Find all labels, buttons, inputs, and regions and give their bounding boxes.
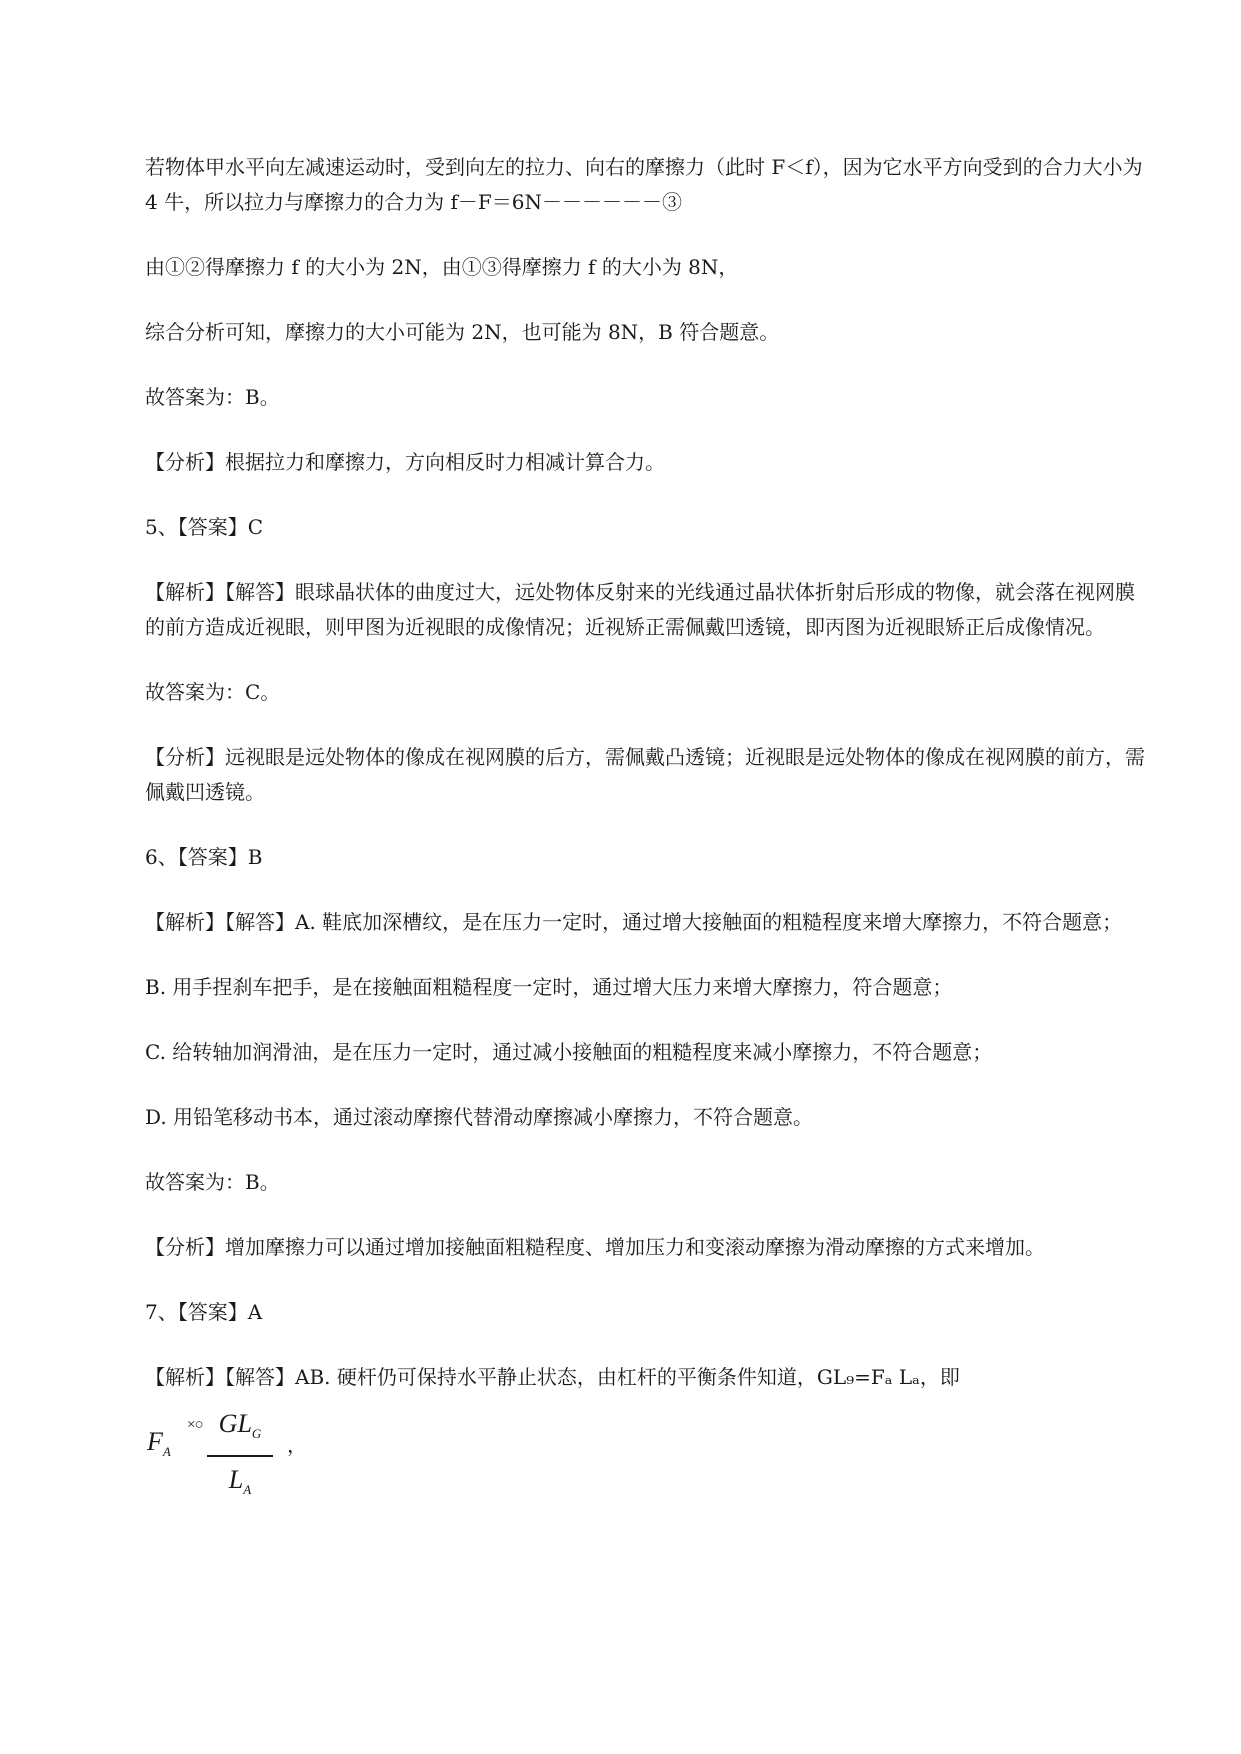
question-5-answer: 5、【答案】C	[145, 515, 264, 539]
formula-trailing-comma: ，	[287, 1435, 307, 1457]
answer-page	[145, 150, 1145, 1505]
analysis-6: 【分析】增加摩擦力可以通过增加接触面粗糙程度、增加压力和变滚动摩擦为滑动摩擦的方式来增加。	[145, 1235, 1045, 1259]
fraction-bar	[207, 1455, 273, 1457]
formula-fraction	[207, 1405, 273, 1509]
question-6-option-d: D. 用铅笔移动书本，通过滚动摩擦代替滑动摩擦减小摩擦力，不符合题意。	[145, 1105, 814, 1129]
question-6-answer: 6、【答案】B	[145, 845, 263, 869]
answer-line-4: 故答案为：B。	[145, 385, 280, 409]
paragraph-friction-conclusion: 综合分析可知，摩擦力的大小可能为 2N，也可能为 8N，B 符合题意。	[145, 320, 780, 344]
question-6-option-a: 【解析】【解答】A. 鞋底加深槽纹，是在压力一定时，通过增大接触面的粗糙程度来增大摩擦力，不符合题意；	[145, 910, 1123, 934]
formula-denominator: $L_A$	[228, 1465, 252, 1498]
analysis-4: 【分析】根据拉力和摩擦力，方向相反时力相减计算合力。	[145, 450, 665, 474]
question-7-explanation: 【解析】【解答】AB. 硬杆仍可保持水平静止状态，由杠杆的平衡条件知道，GL₉=Fₐ Lₐ，即	[145, 1365, 960, 1389]
formula-numerator: $GL_G$	[218, 1409, 262, 1442]
question-6-option-b: B. 用手捏刹车把手，是在接触面粗糙程度一定时，通过增大压力来增大摩擦力，符合题意；	[145, 975, 953, 999]
lever-balance-formula	[145, 1405, 1145, 1505]
formula-lhs: $F_A$	[147, 1427, 171, 1460]
question-7-answer: 7、【答案】A	[145, 1300, 263, 1324]
question-6-option-c: C. 给转轴加润滑油，是在压力一定时，通过减小接触面的粗糙程度来减小摩擦力，不符合题意；	[145, 1040, 993, 1064]
paragraph-friction-results: 由①②得摩擦力 f 的大小为 2N，由①③得摩擦力 f 的大小为 8N，	[145, 255, 739, 279]
analysis-5: 【分析】远视眼是远处物体的像成在视网膜的后方，需佩戴凸透镜；近视眼是远处物体的像成在视网膜的前方，需佩戴凹透镜。	[145, 745, 1145, 804]
answer-line-5: 故答案为：C。	[145, 680, 281, 704]
paragraph-friction-leftward-case: 若物体甲水平向左减速运动时，受到向左的拉力、向右的摩擦力（此时 F＜f），因为它水平方向受到的合力大小为 4 牛，所以拉力与摩擦力的合力为 f－F＝6N－－－－－－③	[145, 155, 1143, 214]
formula-relation-symbol: ×○	[187, 1417, 203, 1433]
question-5-explanation: 【解析】【解答】眼球晶状体的曲度过大，远处物体反射来的光线通过晶状体折射后形成的物像，就会落在视网膜的前方造成近视眼，则甲图为近视眼的成像情况；近视矫正需佩戴凹透镜，即丙图为近视眼矫正后成像情况。	[145, 580, 1135, 639]
answer-line-6: 故答案为：B。	[145, 1170, 280, 1194]
